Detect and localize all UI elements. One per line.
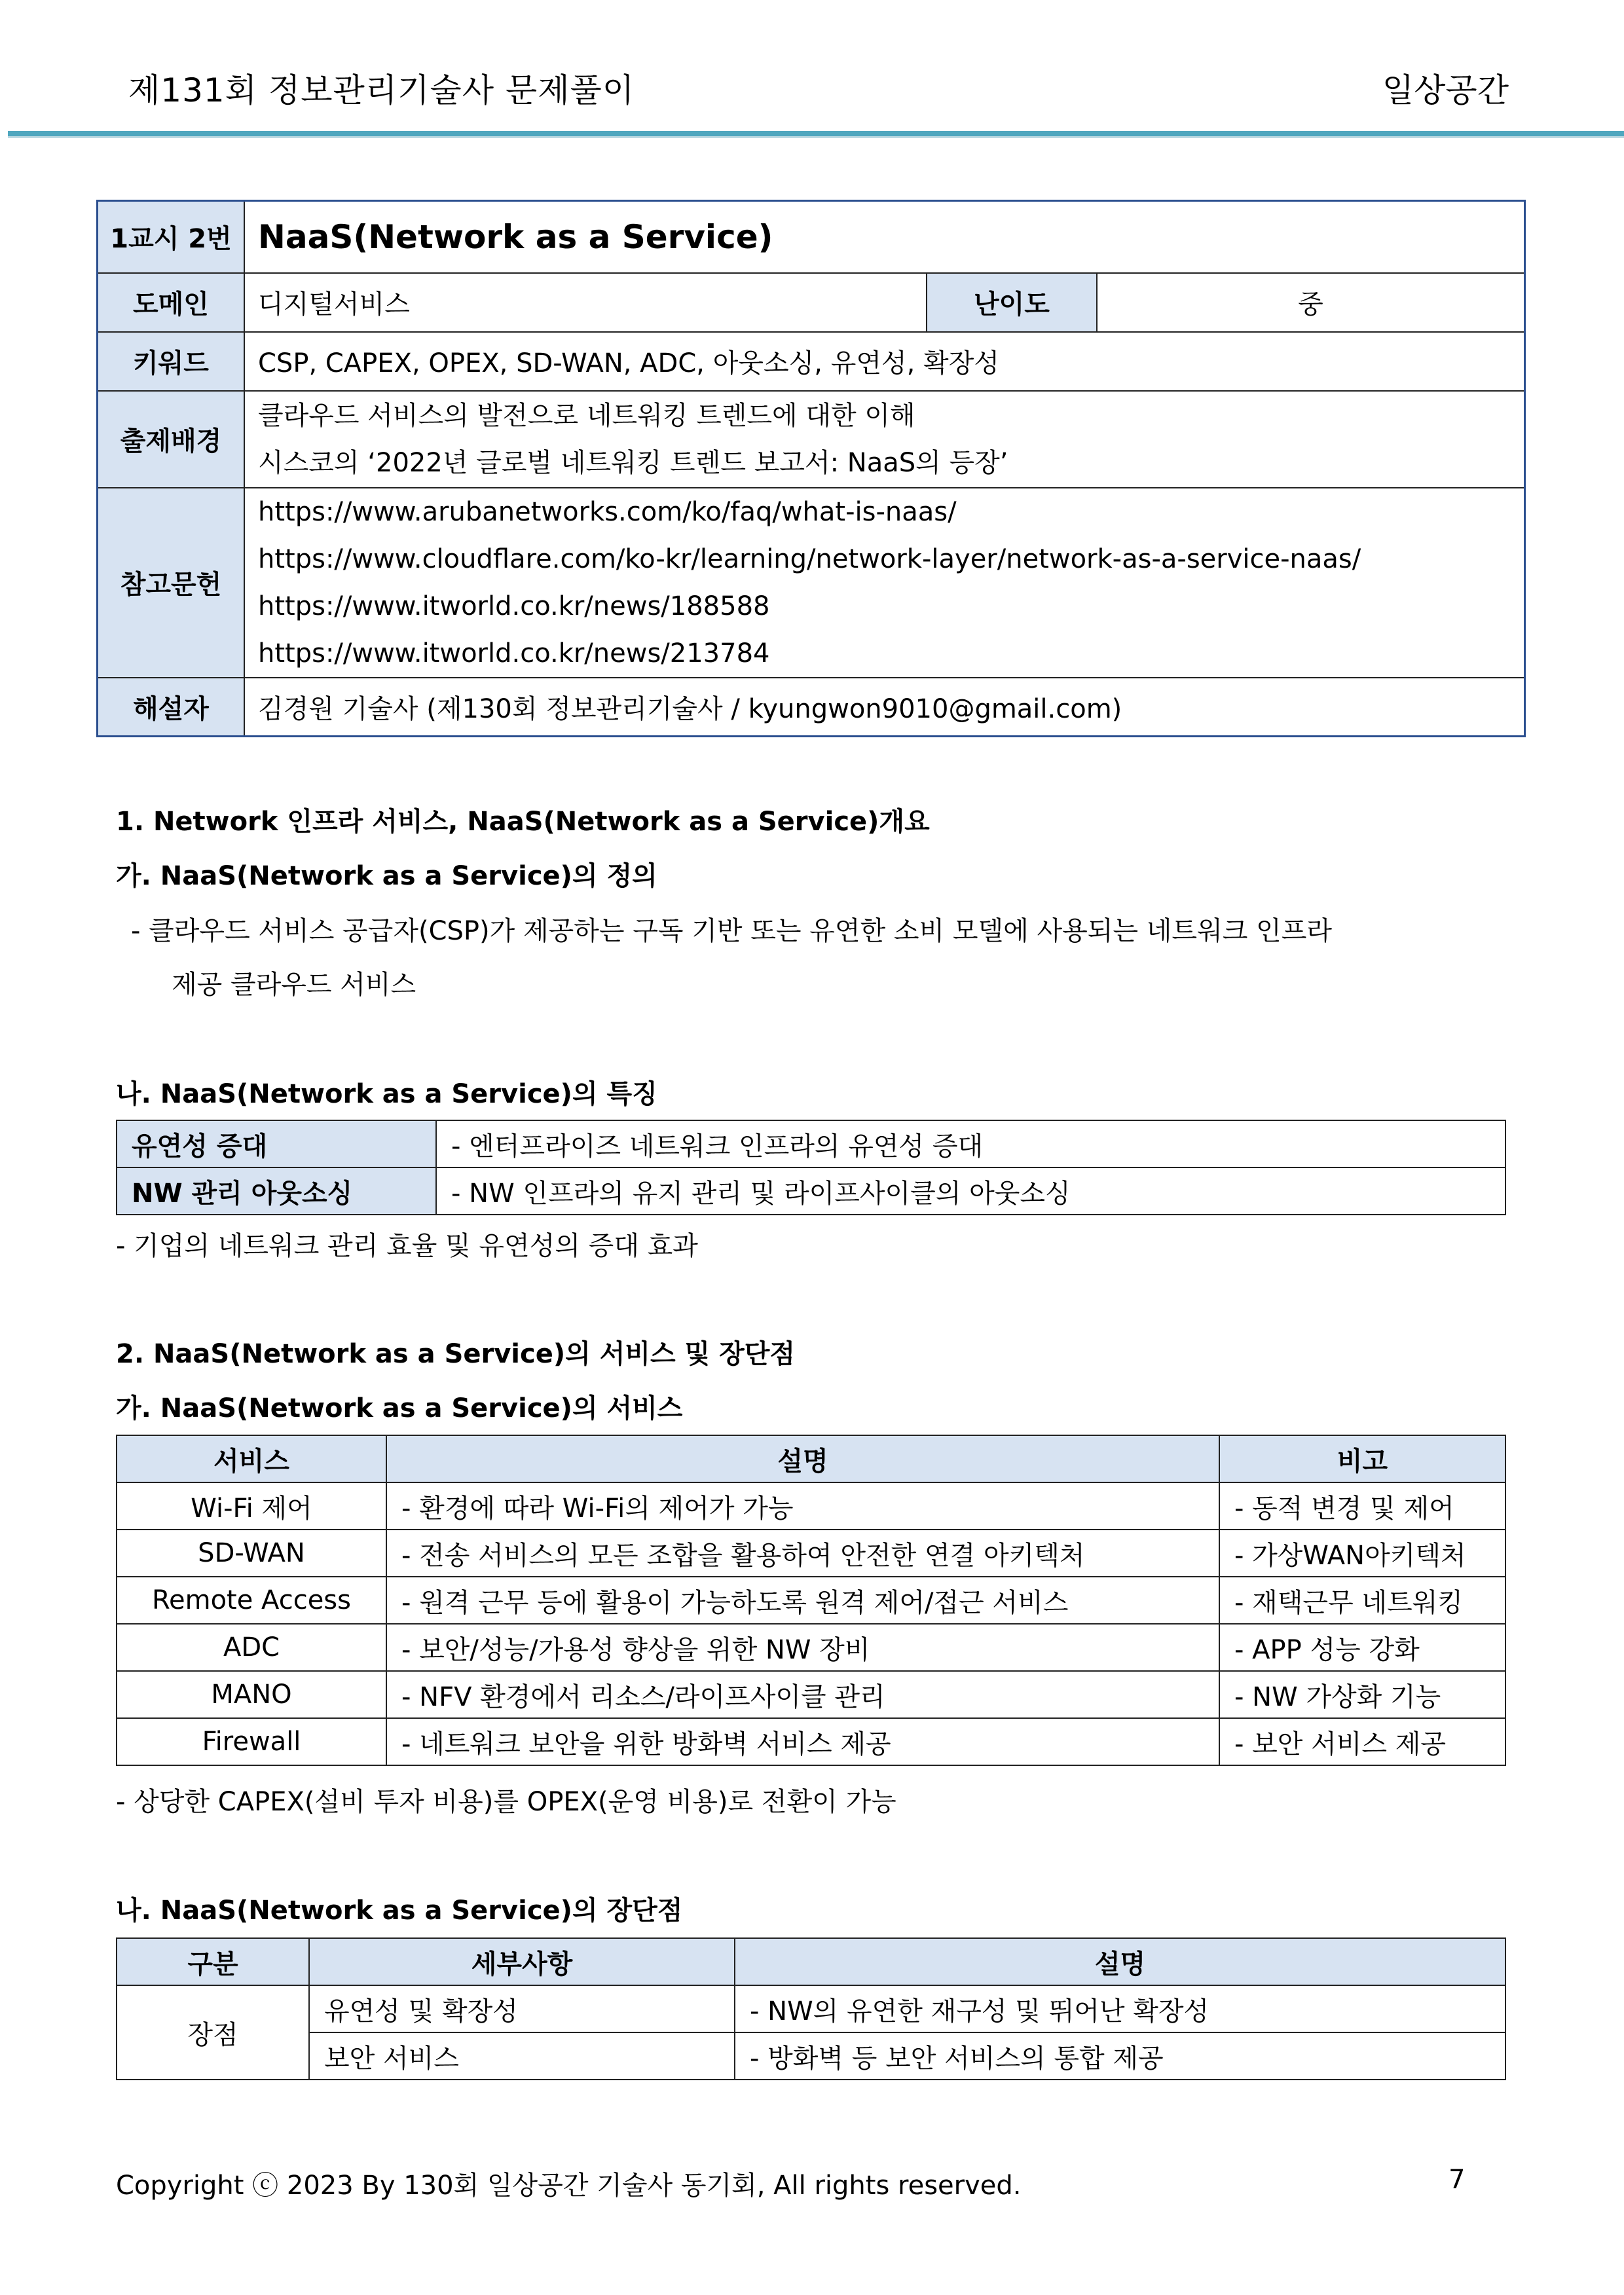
reference-link[interactable]: https://www.cloudflare.com/ko-kr/learning/network-layer/network-as-a-service-naas/ [258, 543, 1361, 574]
reference-link[interactable]: https://www.arubanetworks.com/ko/faq/what-is-naas/ [258, 496, 957, 527]
table-header-row [117, 1435, 1505, 1482]
table-row [117, 2032, 1505, 2080]
author-label: 해설자 [98, 678, 245, 737]
feature-label: NW 관리 아웃소싱 [117, 1167, 436, 1215]
column-header: 설명 [735, 1938, 1505, 1985]
background-value [244, 391, 1525, 488]
service-name: Remote Access [117, 1577, 386, 1624]
table-header-row [117, 1938, 1505, 1985]
pros-desc: - 방화벽 등 보안 서비스의 통합 제공 [735, 2032, 1505, 2080]
background-line: 클라우드 서비스의 발전으로 네트워킹 트렌드에 대한 이해 [258, 400, 915, 431]
services-table [116, 1435, 1506, 1766]
author-value: 김경원 기술사 (제130회 정보관리기술사 / kyungwon9010@gmail.com) [244, 678, 1525, 737]
section1-sub-b: 나. NaaS(Network as a Service)의 특징 [116, 1079, 657, 1109]
keyword-value: CSP, CAPEX, OPEX, SD-WAN, ADC, 아웃소싱, 유연성, 확장성 [244, 332, 1525, 391]
feature-label: 유연성 증대 [117, 1120, 436, 1167]
feature-desc: - NW 인프라의 유지 관리 및 라이프사이클의 아웃소싱 [436, 1167, 1505, 1215]
section2-sub-b: 나. NaaS(Network as a Service)의 장단점 [116, 1896, 683, 1926]
service-note: - 재택근무 네트워킹 [1219, 1577, 1505, 1624]
session-label: 1교시 2번 [98, 201, 245, 273]
section2-sub-a: 가. NaaS(Network as a Service)의 서비스 [116, 1393, 683, 1423]
copyright-footer: Copyright ⓒ 2023 By 130회 일상공간 기술사 동기회, All rights reserved. [116, 2171, 1022, 2201]
service-note: - APP 성능 강화 [1219, 1624, 1505, 1671]
table-row [117, 1530, 1505, 1577]
section1-sub-a: 가. NaaS(Network as a Service)의 정의 [116, 861, 657, 891]
column-header: 서비스 [117, 1435, 386, 1482]
definition-line: - 클라우드 서비스 공급자(CSP)가 제공하는 구독 기반 또는 유연한 소비 모델에 사용되는 네트워크 인프라 [131, 916, 1332, 946]
domain-label: 도메인 [98, 273, 245, 332]
question-info-table [96, 200, 1526, 737]
pros-cons-table [116, 1937, 1506, 2080]
reference-link[interactable]: https://www.itworld.co.kr/news/213784 [258, 638, 770, 669]
section1-heading: 1. Network 인프라 서비스, NaaS(Network as a Service)개요 [116, 807, 930, 837]
header-divider [8, 131, 1624, 136]
column-header: 설명 [386, 1435, 1219, 1482]
reference-link[interactable]: https://www.itworld.co.kr/news/188588 [258, 591, 770, 621]
service-note: - 동적 변경 및 제어 [1219, 1482, 1505, 1530]
pros-group-label: 장점 [117, 1985, 309, 2080]
service-note: - 가상WAN아키텍처 [1219, 1530, 1505, 1577]
pros-desc: - NW의 유연한 재구성 및 뛰어난 확장성 [735, 1985, 1505, 2032]
service-name: Wi-Fi 제어 [117, 1482, 386, 1530]
service-name: SD-WAN [117, 1530, 386, 1577]
keyword-label: 키워드 [98, 332, 245, 391]
table-row [117, 1482, 1505, 1530]
feature-note: - 기업의 네트워크 관리 효율 및 유연성의 증대 효과 [116, 1231, 698, 1261]
page-number: 7 [1449, 2165, 1466, 2195]
service-desc: - NFV 환경에서 리소스/라이프사이클 관리 [386, 1671, 1219, 1718]
references-value [244, 488, 1525, 678]
topic-title: NaaS(Network as a Service) [244, 201, 1525, 273]
service-desc: - 환경에 따라 Wi-Fi의 제어가 가능 [386, 1482, 1219, 1530]
pros-detail: 보안 서비스 [309, 2032, 735, 2080]
table-row [117, 1985, 1505, 2032]
table-row [117, 1671, 1505, 1718]
definition-line: 제공 클라우드 서비스 [172, 970, 416, 1000]
service-note: - NW 가상화 기능 [1219, 1671, 1505, 1718]
difficulty-label: 난이도 [927, 273, 1097, 332]
section2-heading: 2. NaaS(Network as a Service)의 서비스 및 장단점 [116, 1339, 796, 1369]
table-row [117, 1624, 1505, 1671]
table-row [117, 1167, 1505, 1215]
column-header: 세부사항 [309, 1938, 735, 1985]
table-row [117, 1718, 1505, 1765]
table-row [117, 1120, 1505, 1167]
column-header: 구분 [117, 1938, 309, 1985]
pros-detail: 유연성 및 확장성 [309, 1985, 735, 2032]
service-name: MANO [117, 1671, 386, 1718]
service-name: Firewall [117, 1718, 386, 1765]
service-desc: - 보안/성능/가용성 향상을 위한 NW 장비 [386, 1624, 1219, 1671]
background-label: 출제배경 [98, 391, 245, 488]
document-header-title: 제131회 정보관리기술사 문제풀이 [128, 71, 635, 109]
service-desc: - 네트워크 보안을 위한 방화벽 서비스 제공 [386, 1718, 1219, 1765]
difficulty-value: 중 [1097, 273, 1525, 332]
header-divider-shadow [8, 136, 1624, 138]
background-line: 시스코의 ‘2022년 글로벌 네트워킹 트렌드 보고서: NaaS의 등장’ [258, 447, 1008, 478]
column-header: 비고 [1219, 1435, 1505, 1482]
features-table [116, 1120, 1506, 1215]
references-label: 참고문헌 [98, 488, 245, 678]
service-desc: - 원격 근무 등에 활용이 가능하도록 원격 제어/접근 서비스 [386, 1577, 1219, 1624]
document-header-org: 일상공간 [1382, 71, 1509, 109]
domain-value: 디지털서비스 [244, 273, 927, 332]
feature-desc: - 엔터프라이즈 네트워크 인프라의 유연성 증대 [436, 1120, 1505, 1167]
service-desc: - 전송 서비스의 모든 조합을 활용하여 안전한 연결 아키텍처 [386, 1530, 1219, 1577]
service-note: - 보안 서비스 제공 [1219, 1718, 1505, 1765]
service-name: ADC [117, 1624, 386, 1671]
table-row [117, 1577, 1505, 1624]
services-note: - 상당한 CAPEX(설비 투자 비용)를 OPEX(운영 비용)로 전환이 가능 [116, 1787, 896, 1817]
